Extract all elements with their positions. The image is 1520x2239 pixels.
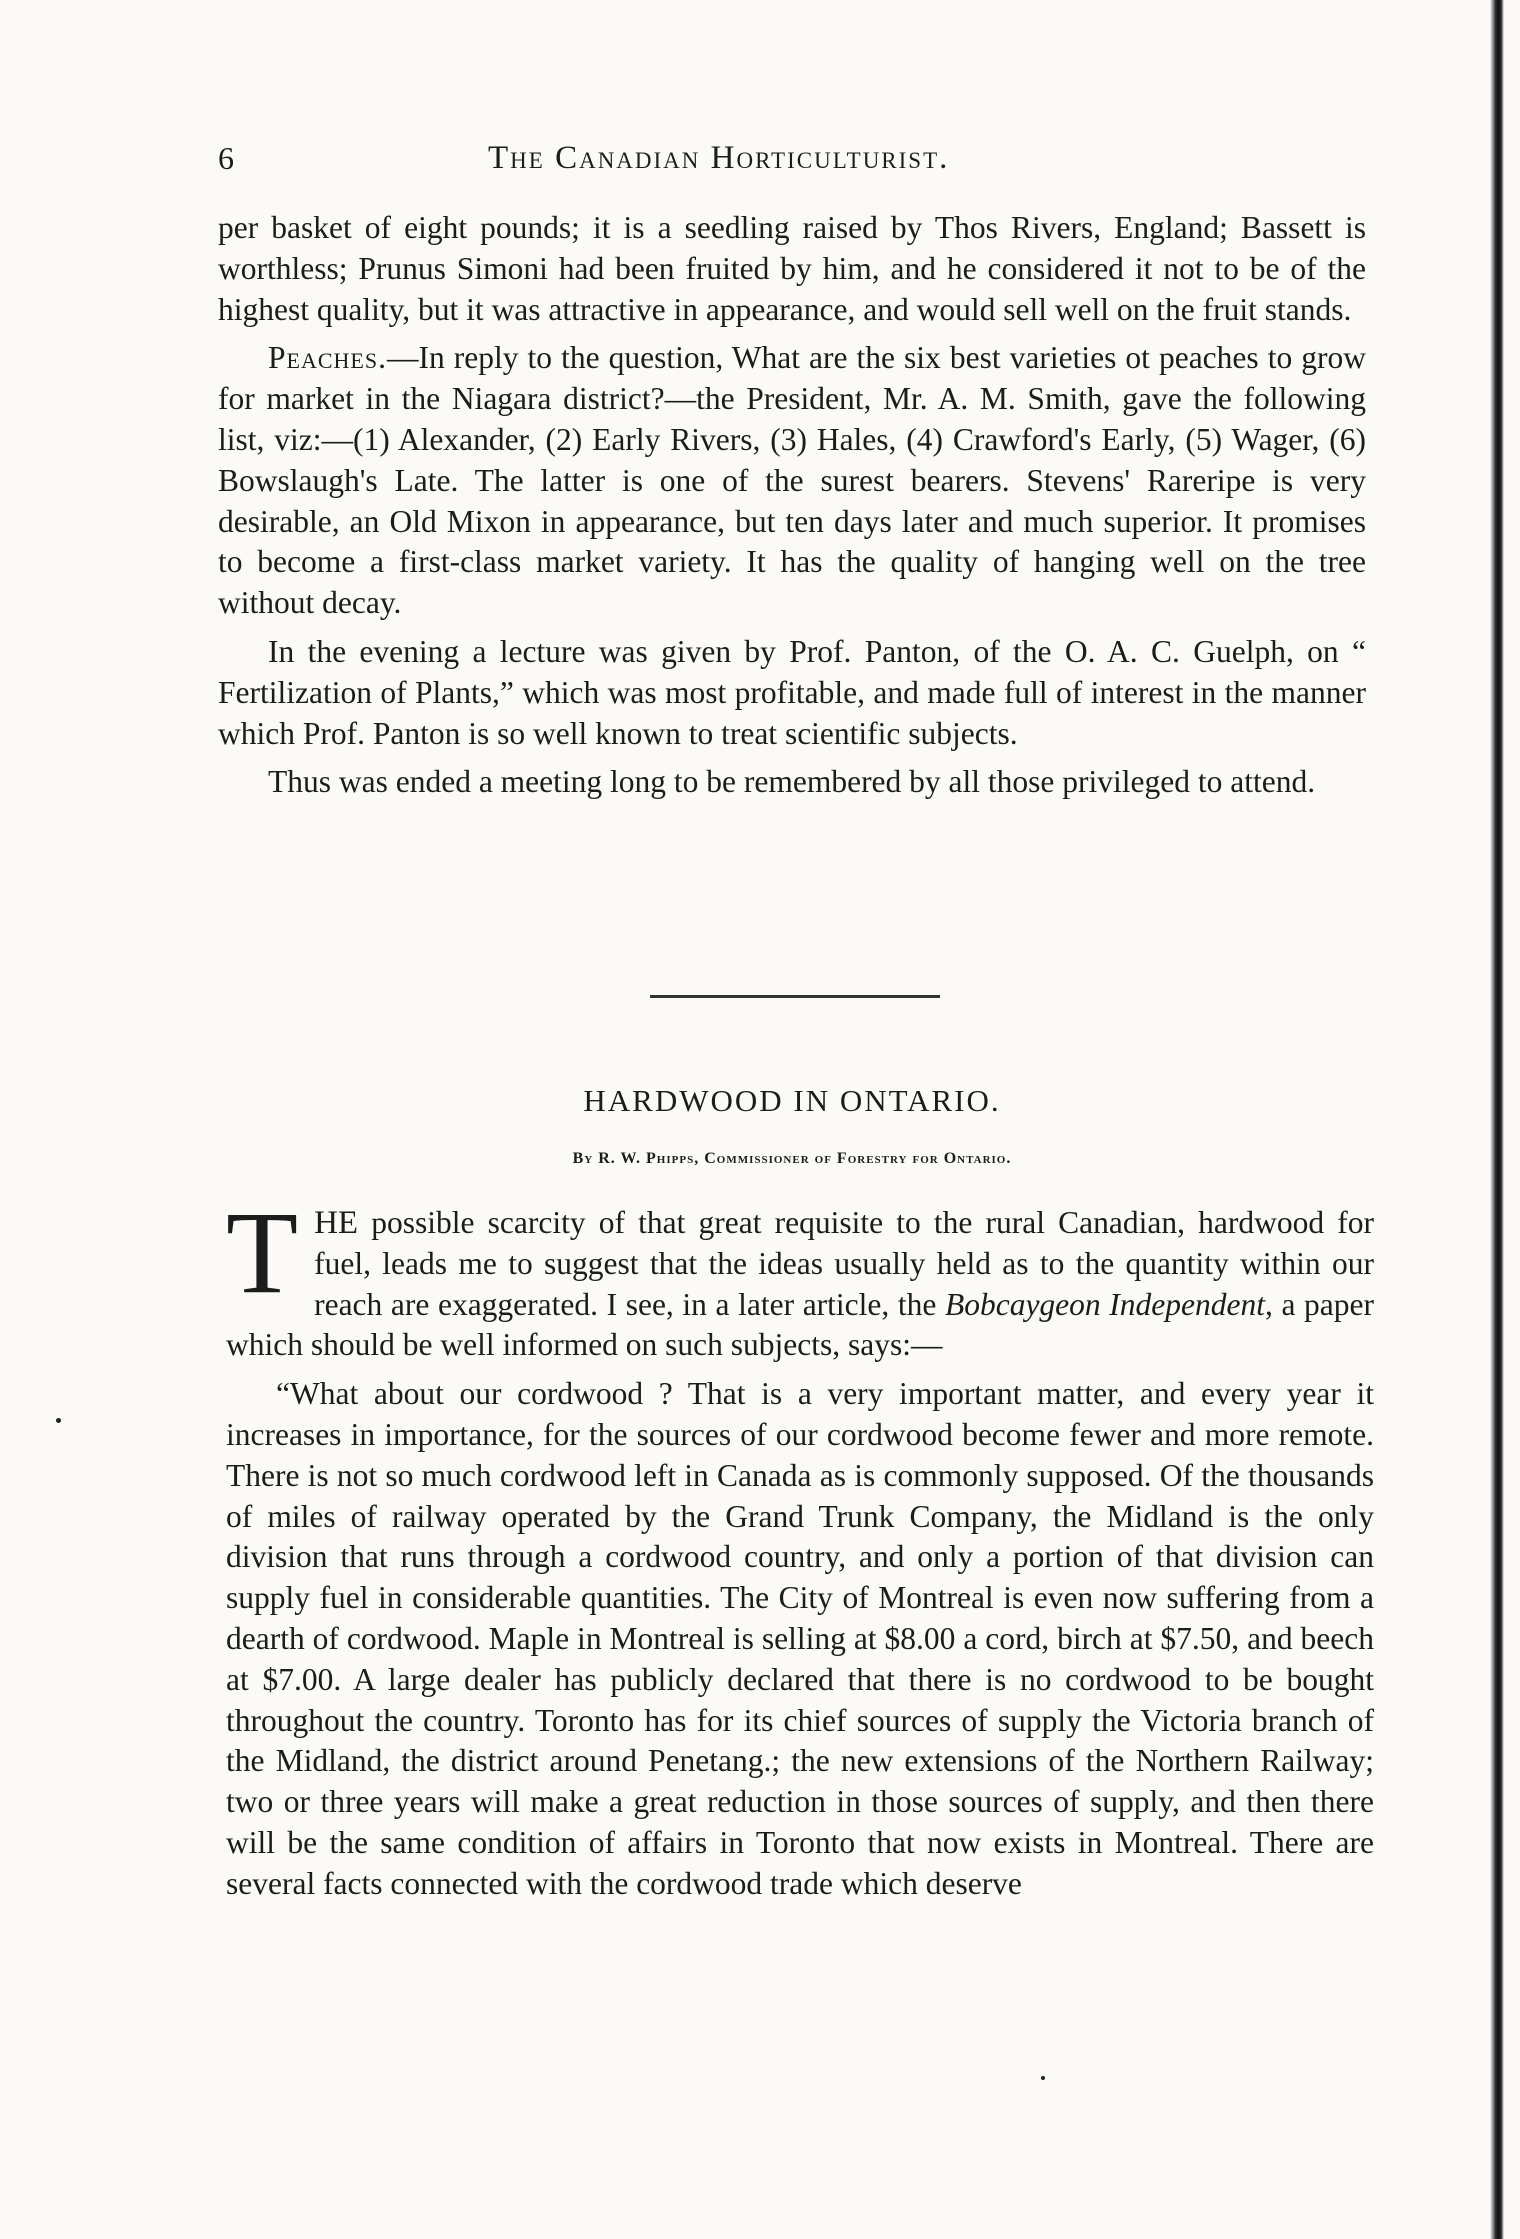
paragraph-closing: Thus was ended a meeting long to be remembered by all those privileged to attend. — [268, 764, 1316, 800]
paragraph-plums: per basket of eight pounds; it is a seedling raised by Thos Rivers, England; Bassett is worthless; Prunus Simoni had been fruited by him, and he considered it not to be of the highest quality, but it was attractive in appearance, and would sell well on the fruit stands. — [218, 210, 1366, 327]
intro-tail: , a paper which should be well informed on such subjects, says:— — [226, 1286, 1374, 1363]
peaches-heading: Peaches. — [268, 340, 387, 376]
lead-caps: HE — [314, 1205, 359, 1241]
paragraph-lecture: In the evening a lecture was given by Prof. Panton, of the O. A. C. Guelph, on “ Fertilization of Plants,” which was most profitable, and made full of interest in the manner which Prof. Panton is so well known to treat scientific subjects. — [218, 633, 1366, 751]
newspaper-title: Bobcaygeon Independent — [944, 1286, 1265, 1322]
section-divider — [650, 995, 940, 998]
paragraph-peaches — [218, 338, 1366, 624]
specks — [56, 1418, 61, 1423]
page-header — [218, 140, 1078, 190]
page-number: 6 — [218, 140, 235, 176]
hardwood-article-body — [226, 1187, 1374, 1913]
specks — [1041, 2076, 1045, 2080]
article-byline: By R. W. Phipps, Commissioner of Forestry for Ontario. — [572, 1150, 1012, 1167]
drop-cap: T — [226, 1187, 299, 1318]
paragraph-quotation: “What about our cordwood ? That is a very important matter, and every year it increases in importance, for the sources of our cordwood become fewer and more remote. There is not so much cordwood left in Canada as is commonly supposed. Of the thousands of miles of railway operated by the Grand Trunk Company, the Midland is the only division that runs through a cordwood country, and only a portion of that division can supply fuel in considerable quantities. The City of Montreal is even now suffering from a dearth of cordwood. Maple in Montreal is selling at $8.00 a cord, birch at $7.50, and beech at $7.00. A large dealer has publicly declared that there is no cordwood to be bought throughout the country. Toronto has for its chief sources of supply the Victoria branch of the Midland, the district around Penetang.; the new extensions of the Northern Railway; two or three years will make a great reduction in those sources of supply, and then there will be the same condition of affairs in Toronto that now exists in Montreal. There are several facts connected with the cordwood trade which deserve — [226, 1376, 1374, 1901]
binding-edge — [1490, 0, 1504, 2239]
article-title: HARDWOOD IN ONTARIO. — [583, 1083, 1001, 1118]
peaches-body: —In reply to the question, What are the six best varieties ot peaches to grow for market in the Niagara district?—the President, Mr. A. M. Smith, gave the following list, viz:—(1) Alexander, (2) Early Rivers, (3) Hales, (4) Crawford's Early, (5) Wager, (6) Bowslaugh's Late. The latter is one of the surest bearers. Stevens' Rareripe is very desirable, an Old Mixon in appearance, but ten days later and much superior. It promises to become a first-class market variety. It has the quality of hanging well on the tree without decay. — [218, 340, 1366, 621]
running-title: The Canadian Horticulturist. — [488, 140, 950, 176]
intro-body: possible scarcity of that great requisite to the rural Canadian, hardwood for fuel, leads me to suggest that the ideas usually held as to the quantity within our reach are exaggerated. I see, in a later article, the — [314, 1205, 1374, 1322]
meeting-report-section — [218, 208, 1366, 811]
paragraph-intro — [226, 1187, 1374, 1366]
